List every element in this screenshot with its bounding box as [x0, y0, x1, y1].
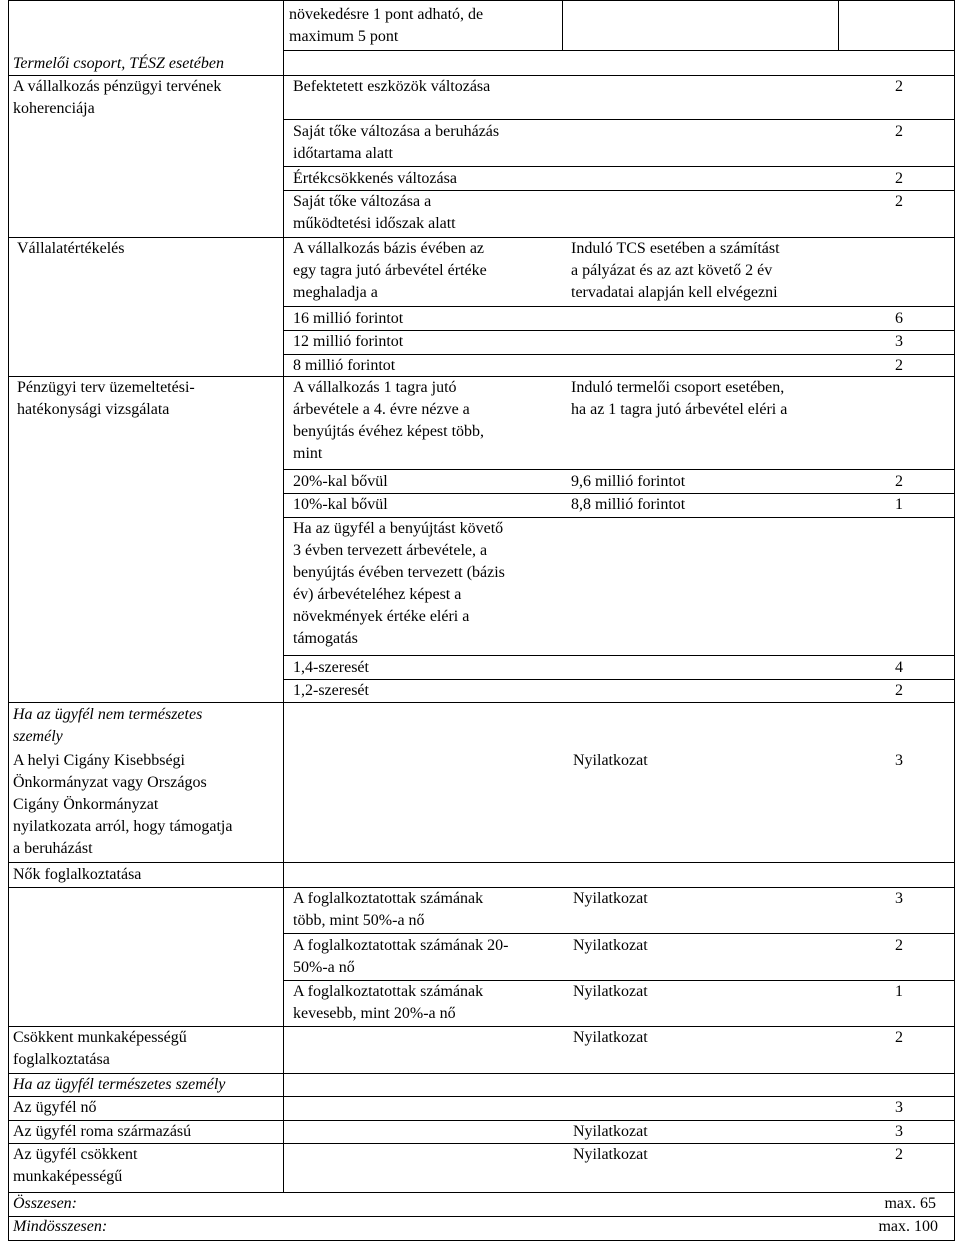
- text-line: hatékonysági vizsgálata: [17, 401, 170, 418]
- client-roma-label: Az ügyfél roma származású: [13, 1123, 192, 1140]
- section-label-producer-group: Termelői csoport, TÉSZ esetében: [13, 55, 224, 72]
- text-line: Saját tőke változása a: [293, 193, 432, 210]
- threshold-12m-label: 12 millió forintot: [293, 333, 404, 350]
- text-line: Önkormányzat vagy Országos: [13, 774, 207, 791]
- text-line: foglalkoztatása: [13, 1051, 110, 1068]
- depreciation-change-points: 2: [895, 170, 903, 187]
- new-tcs-note: [571, 238, 780, 304]
- criterion-financial-plan-coherence: [13, 76, 221, 120]
- threshold-8m-points: 2: [895, 357, 903, 374]
- text-line: A vállalkozás bázis évében az: [293, 240, 485, 257]
- text-line: év) árbevételéhez képest a: [293, 586, 462, 603]
- row-divider: [8, 1216, 955, 1217]
- text-line: támogatás: [293, 630, 358, 647]
- employees-over-50-label: [293, 888, 483, 932]
- employees-under-20-label: [293, 981, 483, 1025]
- row-divider: [8, 862, 955, 863]
- new-producer-group-note: [571, 377, 787, 421]
- text-line: A foglalkoztatottak számának 20-: [293, 937, 509, 954]
- text-line: Ha az ügyfél a benyújtást követő: [293, 520, 504, 537]
- table-border-right: [954, 0, 955, 1241]
- text-line: Csökkent munkaképességű: [13, 1029, 187, 1046]
- text-line: időtartama alatt: [293, 145, 393, 162]
- row-divider: [283, 306, 955, 307]
- client-disabled-value: Nyilatkozat: [573, 1146, 648, 1163]
- growth-10-points: 1: [895, 496, 903, 513]
- row-divider: [283, 933, 955, 934]
- table-border-left: [8, 0, 9, 1241]
- employees-under-20-value: Nyilatkozat: [573, 983, 648, 1000]
- equity-change-investment-points: 2: [895, 123, 903, 140]
- column-divider: [562, 0, 563, 50]
- section-label-non-natural-person: [13, 704, 202, 748]
- column-divider: [838, 0, 839, 50]
- row-divider: [8, 0, 955, 1]
- text-line: A foglalkoztatottak számának: [293, 983, 484, 1000]
- disabled-employment-points: 2: [895, 1029, 903, 1046]
- text-line: Induló TCS esetében a számítást: [571, 240, 780, 257]
- text-line: a pályázat és az azt követő 2 év: [571, 262, 773, 279]
- text-line: Pénzügyi terv üzemeltetési-: [17, 379, 195, 396]
- text-line: ha az 1 tagra jutó árbevétel eléri a: [571, 401, 788, 418]
- growth-20-points: 2: [895, 473, 903, 490]
- row-divider: [283, 119, 955, 120]
- row-divider: [283, 655, 955, 656]
- grand-total-points: max. 100: [878, 1218, 938, 1235]
- threshold-8m-label: 8 millió forintot: [293, 357, 396, 374]
- subtotal-points: max. 65: [884, 1195, 936, 1212]
- client-disabled-label: [13, 1144, 137, 1188]
- criterion-roma-self-government: [13, 750, 232, 860]
- text-line: A vállalkozás pénzügyi tervének: [13, 78, 222, 95]
- text-line: benyújtás évében tervezett (bázis: [293, 564, 505, 581]
- text-line: nyilatkozata arról, hogy támogatja: [13, 818, 233, 835]
- row-divider: [283, 166, 955, 167]
- disabled-employment-value: Nyilatkozat: [573, 1029, 648, 1046]
- text-line: tervadatai alapján kell elvégezni: [571, 284, 778, 301]
- row-divider: [8, 1096, 955, 1097]
- text-line: személy: [13, 728, 63, 745]
- row-divider: [8, 1192, 955, 1193]
- growth-20-label: 20%-kal bővül: [293, 473, 388, 490]
- criterion-company-valuation: Vállalatértékelés: [17, 240, 125, 257]
- text-line: növekedésre 1 pont adható, de: [289, 6, 484, 23]
- client-disabled-points: 2: [895, 1146, 903, 1163]
- row-divider: [8, 702, 955, 703]
- grand-total-label: Mindösszesen:: [13, 1218, 108, 1235]
- equity-change-investment-label: [293, 121, 499, 165]
- text-line: koherenciája: [13, 100, 95, 117]
- text-line: a beruházást: [13, 840, 93, 857]
- text-line: árbevétele a 4. évre nézve a: [293, 401, 470, 418]
- subtotal-label: Összesen:: [13, 1195, 77, 1212]
- base-year-revenue-text: [293, 238, 487, 304]
- growth-10-label: 10%-kal bővül: [293, 496, 388, 513]
- growth-20-value: 9,6 millió forintot: [571, 473, 686, 490]
- text-line: A vállalkozás 1 tagra jutó: [293, 379, 457, 396]
- text-line: Saját tőke változása a beruházás: [293, 123, 500, 140]
- row-divider: [283, 679, 955, 680]
- text-line: több, mint 50%-a nő: [293, 912, 425, 929]
- three-year-revenue-text: [293, 518, 505, 650]
- text-line: Cigány Önkormányzat: [13, 796, 159, 813]
- text-line: Az ügyfél csökkent: [13, 1146, 138, 1163]
- text-line: maximum 5 pont: [289, 28, 399, 45]
- text-line: Ha az ügyfél nem természetes: [13, 706, 203, 723]
- revenue-per-member-text: [293, 377, 484, 465]
- employees-over-50-points: 3: [895, 890, 903, 907]
- threshold-16m-points: 6: [895, 310, 903, 327]
- client-woman-label: Az ügyfél nő: [13, 1099, 97, 1116]
- client-roma-value: Nyilatkozat: [573, 1123, 648, 1140]
- client-roma-points: 3: [895, 1123, 903, 1140]
- depreciation-change-label: Értékcsökkenés változása: [293, 170, 457, 187]
- multiple-14-points: 4: [895, 659, 903, 676]
- text-line: mint: [293, 445, 323, 462]
- employees-20-50-value: Nyilatkozat: [573, 937, 648, 954]
- equity-change-operation-points: 2: [895, 193, 903, 210]
- multiple-12-label: 1,2-szeresét: [293, 682, 369, 699]
- text-line: működtetési időszak alatt: [293, 215, 456, 232]
- fixed-assets-change-label: Befektetett eszközök változása: [293, 78, 491, 95]
- employees-20-50-points: 2: [895, 937, 903, 954]
- text-line: 50%-a nő: [293, 959, 355, 976]
- criterion-operational-efficiency: [17, 377, 195, 421]
- text-line: benyújtás évéhez képest több,: [293, 423, 485, 440]
- text-line: 3 évben tervezett árbevétele, a: [293, 542, 488, 559]
- text-line: A foglalkoztatottak számának: [293, 890, 484, 907]
- growth-10-value: 8,8 millió forintot: [571, 496, 686, 513]
- threshold-16m-label: 16 millió forintot: [293, 310, 404, 327]
- fixed-assets-change-points: 2: [895, 78, 903, 95]
- roma-self-government-value: Nyilatkozat: [573, 752, 648, 769]
- row-divider: [283, 469, 955, 470]
- text-line: növekmények értéke eléri a: [293, 608, 470, 625]
- multiple-14-label: 1,4-szeresét: [293, 659, 369, 676]
- text-line: kevesebb, mint 20%-a nő: [293, 1005, 456, 1022]
- multiple-12-points: 2: [895, 682, 903, 699]
- text-line: A helyi Cigány Kisebbségi: [13, 752, 185, 769]
- employees-20-50-label: [293, 935, 508, 979]
- equity-change-operation-label: [293, 191, 456, 235]
- points-rule-text: [289, 4, 483, 48]
- client-woman-points: 3: [895, 1099, 903, 1116]
- criterion-disabled-employment: [13, 1027, 187, 1071]
- criterion-women-employment: Nők foglalkoztatása: [13, 866, 142, 883]
- column-divider: [283, 0, 284, 1193]
- row-divider: [283, 50, 955, 51]
- roma-self-government-points: 3: [895, 752, 903, 769]
- text-line: munkaképességű: [13, 1168, 123, 1185]
- threshold-12m-points: 3: [895, 333, 903, 350]
- row-divider: [8, 1143, 955, 1144]
- employees-under-20-points: 1: [895, 983, 903, 1000]
- employees-over-50-value: Nyilatkozat: [573, 890, 648, 907]
- text-line: egy tagra jutó árbevétel értéke: [293, 262, 487, 279]
- text-line: Induló termelői csoport esetében,: [571, 379, 785, 396]
- text-line: meghaladja a: [293, 284, 378, 301]
- section-label-natural-person: Ha az ügyfél természetes személy: [13, 1076, 226, 1093]
